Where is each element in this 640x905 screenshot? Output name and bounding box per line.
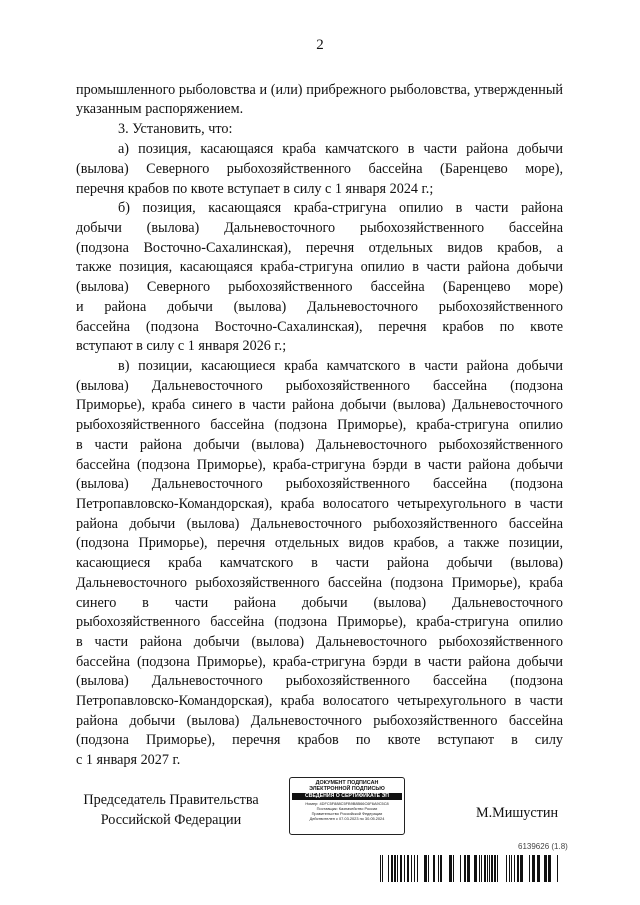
document-code: 6139626 (1.8) xyxy=(518,842,568,851)
text-line: касающиеся краба камчатского в части района добычи (вылова) xyxy=(76,555,563,571)
barcode-image xyxy=(380,855,561,882)
text-line: (вылова) Дальневосточного рыбохозяйственного бассейна (подзона xyxy=(76,476,563,492)
text-line: синего в части района добычи (вылова) Дальневосточного xyxy=(76,595,563,611)
text-line: бассейна (подзона Приморье), краба-стригуна бэрди в части района добычи xyxy=(76,654,563,670)
text-line: рыбохозяйственного бассейна (подзона Приморье), краба-стригуна опилио xyxy=(76,614,563,630)
text-line: в) позиции, касающиеся краба камчатского в части района добычи xyxy=(118,358,563,374)
text-line: вступают в силу с 1 января 2026 г.; xyxy=(76,338,287,354)
text-line: (подзона Восточно-Сахалинская), перечня отдельных видов крабов, а xyxy=(76,240,563,256)
text-line: и района добычи (вылова) Дальневосточного рыбохозяйственного xyxy=(76,299,563,315)
text-line: Дальневосточного рыбохозяйственного бассейна (подзона Приморье), краба xyxy=(76,575,563,591)
text-line: Петропавловско-Командорская), краба волосатого четырехугольного в части xyxy=(76,693,563,709)
text-line: (вылова) Дальневосточного рыбохозяйственного бассейна (подзона xyxy=(76,378,563,394)
text-line: (вылова) Северного рыбохозяйственного бассейна (Баренцево море), xyxy=(76,161,563,177)
page-number: 2 xyxy=(316,37,324,53)
stamp-certificate-bar: СВЕДЕНИЯ О СЕРТИФИКАТЕ ЭП xyxy=(292,793,402,800)
signatory-name: М.Мишустин xyxy=(476,805,559,821)
text-line: Приморье), краба синего в части района добычи (вылова) Дальневосточного xyxy=(76,397,563,413)
stamp-title-line2: ЭЛЕКТРОННОЙ ПОДПИСЬЮ xyxy=(309,786,385,792)
text-line: (подзона Приморье), перечня отдельных видов крабов, а также позиции, xyxy=(76,535,563,551)
text-line: района добычи (вылова) Дальневосточного рыбохозяйственного бассейна xyxy=(76,516,563,532)
text-line: (вылова) Северного рыбохозяйственного бассейна (Баренцево море) xyxy=(76,279,563,295)
electronic-signature-stamp xyxy=(289,777,405,835)
signatory-position xyxy=(60,790,282,830)
text-line: указанным распоряжением. xyxy=(76,101,244,117)
text-line: б) позиция, касающаяся краба-стригуна опилио в части района xyxy=(118,200,563,216)
text-line: а) позиция, касающаяся краба камчатского в части района добычи xyxy=(118,141,563,157)
text-line: бассейна (подзона Восточно-Сахалинская), перечня крабов по квоте xyxy=(76,319,563,335)
text-line: в части района добычи (вылова) Дальневосточного рыбохозяйственного xyxy=(76,437,563,453)
text-line: также позиция, касающаяся краба-стригуна опилио в части района добычи xyxy=(76,259,563,275)
text-line: в части района добычи (вылова) Дальневосточного рыбохозяйственного xyxy=(76,634,563,650)
stamp-supplier: Поставщик: Казначейство России xyxy=(316,806,378,812)
text-line: рыбохозяйственного бассейна (подзона Приморье), краба-стригуна опилио xyxy=(76,417,563,433)
text-line: с 1 января 2027 г. xyxy=(76,752,181,768)
stamp-number: Номер: 4DFC5F888C5FB9B8B66C6F6A9C5C8 xyxy=(305,801,389,806)
text-line: бассейна (подзона Приморье), краба-стригуна бэрди в части района добычи xyxy=(76,457,563,473)
stamp-title-line1: ДОКУМЕНТ ПОДПИСАН xyxy=(315,780,379,786)
stamp-holder: Правительство Российской Федерации xyxy=(311,811,383,817)
text-line: Петропавловско-Командорская), краба волосатого четырехугольного в части xyxy=(76,496,563,512)
text-line: промышленного рыболовства и (или) прибрежного рыболовства, утвержденный xyxy=(76,82,563,98)
text-line: (подзона Приморье), перечня крабов по квоте вступают в силу xyxy=(76,732,563,748)
signatory-position-line2: Российской Федерации xyxy=(100,812,242,828)
text-line: района добычи (вылова) Дальневосточного рыбохозяйственного бассейна xyxy=(76,713,563,729)
text-line: перечня крабов по квоте вступает в силу с 1 января 2024 г.; xyxy=(76,181,434,197)
text-line: добычи (вылова) Дальневосточного рыбохозяйственного бассейна xyxy=(76,220,563,236)
signatory-position-line1: Председатель Правительства xyxy=(83,792,259,808)
text-line: (вылова) Дальневосточного рыбохозяйственного бассейна (подзона xyxy=(76,673,563,689)
stamp-validity: Действителен с 07.03.2023 по 30.05.2024 xyxy=(309,816,385,822)
text-line: 3. Установить, что: xyxy=(118,121,233,137)
